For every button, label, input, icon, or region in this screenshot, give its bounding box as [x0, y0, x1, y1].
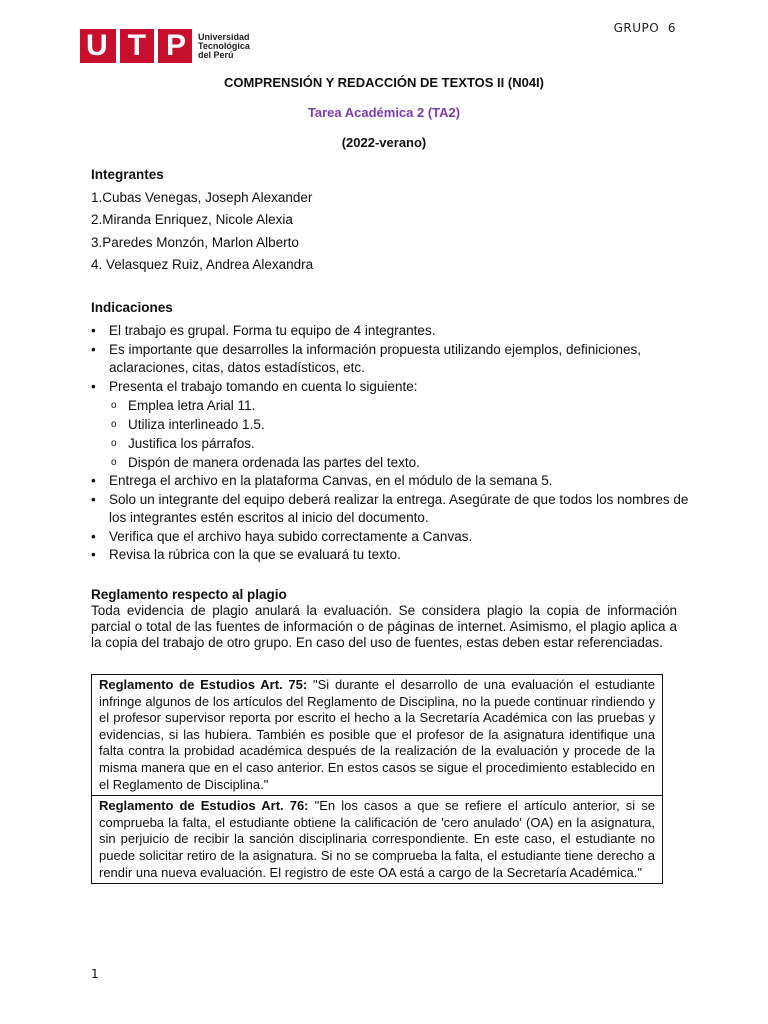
indication-subitem: o Dispón de manera ordenada las partes del texto.: [91, 453, 691, 472]
member-item: 1.Cubas Venegas, Joseph Alexander: [91, 190, 313, 205]
task-title: Tarea Académica 2 (TA2): [307, 105, 461, 120]
group-label: GRUPO 6: [613, 21, 676, 35]
indication-item: • Solo un integrante del equipo deberá realizar la entrega. Asegúrate de que todos los nombres de los integrantes estén escritos al inicio del documento.: [91, 491, 691, 528]
season-label: (2022-verano): [341, 135, 427, 150]
indication-subitem: o Emplea letra Arial 11.: [91, 396, 691, 415]
utp-logo: [80, 29, 250, 63]
indications-list: [91, 322, 691, 565]
plagiarism-text: Toda evidencia de plagio anulará la evaluación. Se considera plagio la copia de información parcial o total de las fuentes de información o de páginas de internet. Asimismo, el plagio aplica a la copia del trabajo de otro grupo. En caso del uso de fuentes, estas deben estar referenciadas.: [91, 603, 677, 650]
logo-university-name: [198, 33, 250, 60]
article-76-text: "En los casos a que se refiere el artículo anterior, si se comprueba la falta, el estudiante obtiene la calificación de 'cero anulado' (OA) en la asignatura, sin perjuicio de recibir la sanción disciplinaria correspondiente. En este caso, el estudiante no puede solicitar retiro de la asignatura. Si no se comprueba la falta, el estudiante tiene derecho a rendir una nueva evaluación. El registro de este OA está a cargo de la Secretaría Académica.": [99, 798, 655, 880]
indication-item: • Verifica que el archivo haya subido correctamente a Canvas.: [91, 528, 691, 547]
member-item: 4. Velasquez Ruiz, Andrea Alexandra: [91, 256, 314, 272]
member-item: 3.Paredes Monzón, Marlon Alberto: [91, 234, 299, 250]
regulations-table: [91, 674, 663, 884]
indication-subitem: o Justifica los párrafos.: [91, 434, 691, 453]
members-list: [91, 189, 679, 278]
members-heading: Integrantes: [91, 167, 164, 182]
plagiarism-heading: Reglamento respecto al plagio: [91, 587, 287, 602]
article-75-label: Reglamento de Estudios Art. 75:: [99, 677, 308, 692]
member-item: 2.Miranda Enriquez, Nicole Alexia: [91, 212, 293, 228]
logo-letter-t: T: [127, 29, 146, 62]
logo-letter-p: P: [165, 29, 186, 62]
logo-mark: [80, 29, 192, 63]
article-76-cell: [92, 795, 662, 883]
logo-letter-u: U: [86, 29, 108, 62]
indication-item: • Es importante que desarrolles la información propuesta utilizando ejemplos, definiciones, aclaraciones, citas, datos estadísticos, etc.: [91, 341, 691, 378]
article-75-text: "Si durante el desarrollo de una evaluación el estudiante infringe algunos de los artículos del Reglamento de Disciplina, no la puede continuar rindiendo y el profesor supervisor reporta por escrito el hecho a la Secretaría Académica con las pruebas y evidencias, si las hubiera. También es posible que el profesor de la asignatura identifique una falta contra la probidad académica después de la realización de la evaluación y procede de la misma manera que en el caso anterior. En estos casos se sigue el procedimiento establecido en el Reglamento de Disciplina.": [99, 677, 656, 792]
article-76-label: Reglamento de Estudios Art. 76:: [99, 798, 309, 814]
course-title: COMPRENSIÓN Y REDACCIÓN DE TEXTOS II (N04I): [224, 75, 544, 90]
logo-text-line: Tecnológica: [198, 40, 250, 51]
logo-divider: [154, 29, 158, 63]
article-75-cell: [92, 675, 662, 795]
logo-text-line: del Perú: [198, 49, 234, 60]
logo-divider: [116, 29, 120, 63]
indication-item: • El trabajo es grupal. Forma tu equipo de 4 integrantes.: [91, 322, 691, 341]
indication-item: • Revisa la rúbrica con la que se evaluará tu texto.: [91, 546, 691, 565]
logo-text-line: Universidad: [198, 31, 250, 42]
indication-item: • Presenta el trabajo tomando en cuenta lo siguiente:: [91, 378, 691, 397]
page-number: 1: [91, 967, 99, 981]
indications-heading: Indicaciones: [91, 300, 173, 315]
indication-item: • Entrega el archivo en la plataforma Canvas, en el módulo de la semana 5.: [91, 472, 691, 491]
indication-subitem: o Utiliza interlineado 1.5.: [91, 415, 691, 434]
